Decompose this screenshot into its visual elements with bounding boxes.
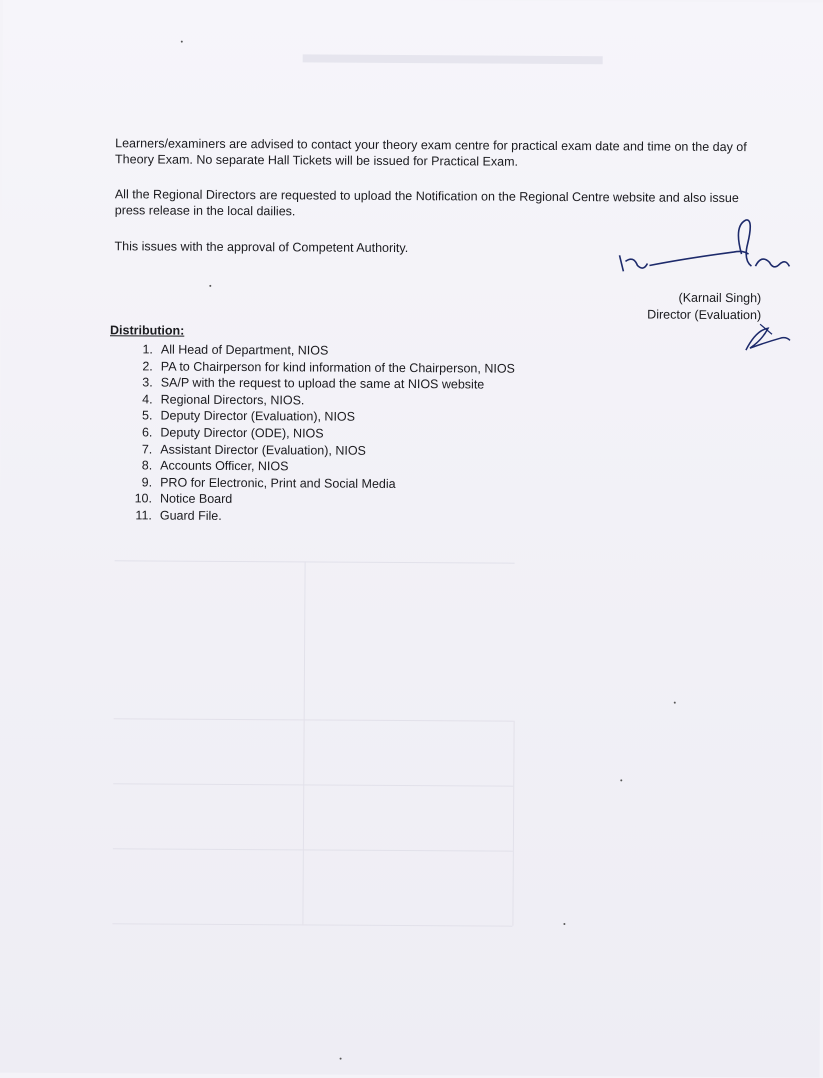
distribution-heading: Distribution: bbox=[109, 323, 185, 338]
list-item: 8. Accounts Officer, NIOS bbox=[141, 458, 289, 474]
signatory-name: (Karnail Singh) bbox=[678, 290, 762, 306]
list-item: 9. PRO for Electronic, Print and Social Media bbox=[141, 475, 396, 491]
list-item: 2. PA to Chairperson for kind information of the Chairperson, NIOS bbox=[142, 359, 515, 376]
list-item: 7. Assistant Director (Evaluation), NIOS bbox=[141, 441, 366, 458]
list-item: 4. Regional Directors, NIOS. bbox=[142, 392, 305, 408]
list-item: 3. SA/P with the request to upload the same at NIOS website bbox=[142, 375, 485, 392]
list-item: 5. Deputy Director (Evaluation), NIOS bbox=[142, 408, 356, 425]
list-item: 6. Deputy Director (ODE), NIOS bbox=[141, 425, 324, 441]
list-item: 1. All Head of Department, NIOS bbox=[142, 342, 329, 358]
regional-directors-instruction: All the Regional Directors are requested to upload the Notification on the Regional Centre website and also issue press release in the local dailies. bbox=[114, 186, 739, 218]
approval-statement: This issues with the approval of Competent Authority. bbox=[114, 238, 409, 255]
bleed-through-texture bbox=[3, 0, 823, 3]
list-item: 10. Notice Board bbox=[134, 491, 233, 507]
practical-exam-advisory: Learners/examiners are advised to contact your theory exam centre for practical exam date and time on the day of Theory Exam. No separate Hall Tickets will be issued for Practical Exam. bbox=[115, 135, 747, 169]
signature-image bbox=[613, 213, 793, 284]
distribution-list bbox=[122, 341, 623, 527]
initials-mark bbox=[736, 320, 794, 356]
signatory-title: Director (Evaluation) bbox=[647, 307, 762, 323]
scan-specks bbox=[3, 0, 823, 3]
list-item: 11. Guard File. bbox=[135, 508, 222, 523]
